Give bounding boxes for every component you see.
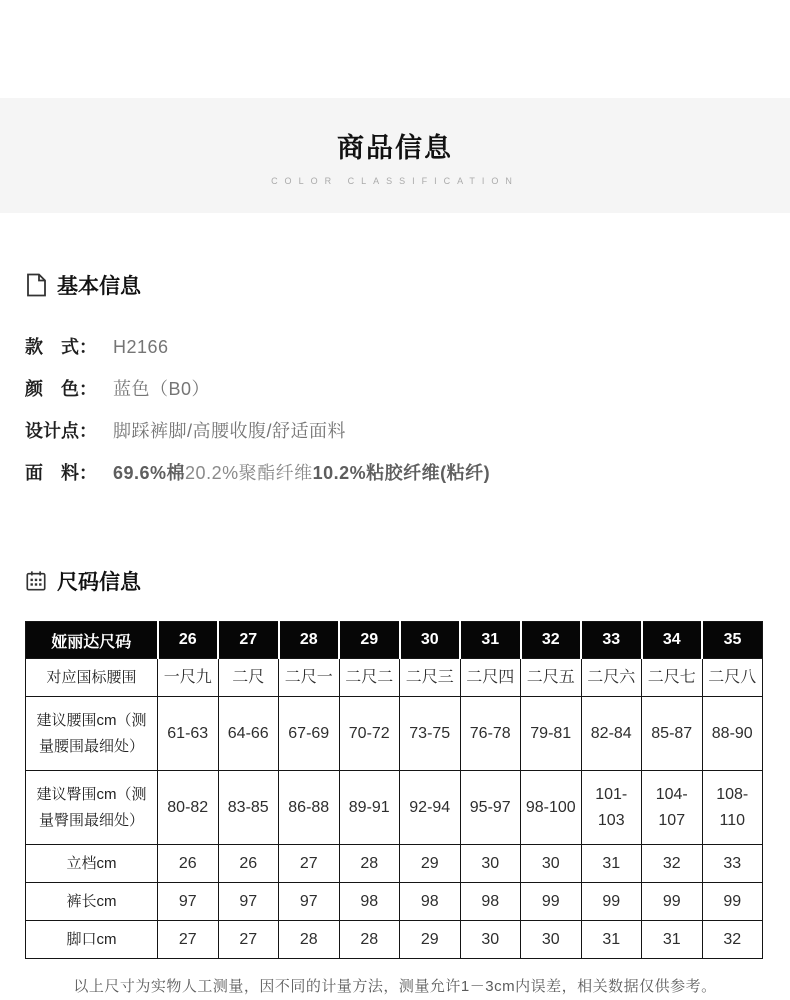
size-row-label: 脚口cm xyxy=(26,921,158,959)
size-cell: 97 xyxy=(218,883,279,921)
size-cell: 31 xyxy=(642,921,703,959)
size-cell: 99 xyxy=(581,883,642,921)
size-cell: 104-107 xyxy=(642,771,703,845)
size-cell: 31 xyxy=(581,845,642,883)
info-row xyxy=(25,410,765,452)
size-cell: 33 xyxy=(702,845,763,883)
size-cell: 28 xyxy=(339,845,400,883)
size-cell: 82-84 xyxy=(581,697,642,771)
size-cell: 80-82 xyxy=(158,771,219,845)
size-cell: 98 xyxy=(400,883,461,921)
size-cell: 26 xyxy=(218,845,279,883)
size-table-row xyxy=(26,845,763,883)
size-col-header: 娅丽达尺码 xyxy=(26,622,158,659)
page-subtitle: COLOR CLASSIFICATION xyxy=(271,175,519,186)
size-col-header: 27 xyxy=(218,622,279,659)
size-cell: 83-85 xyxy=(218,771,279,845)
info-value: 脚踩裤脚/高腰收腹/舒适面料 xyxy=(113,421,347,441)
size-table xyxy=(25,621,763,959)
info-value: 69.6%棉20.2%聚酯纤维10.2%粘胶纤维(粘纤) xyxy=(113,463,491,483)
size-cell: 64-66 xyxy=(218,697,279,771)
size-cell: 31 xyxy=(581,921,642,959)
size-cell: 二尺八 xyxy=(702,659,763,697)
section-title-size: 尺码信息 xyxy=(57,571,141,594)
size-note: 以上尺寸为实物人工测量，因不同的计量方法，测量允许1－3cm内误差，相关数据仅供参考。 xyxy=(73,978,717,995)
size-cell: 32 xyxy=(642,845,703,883)
size-cell: 30 xyxy=(460,845,521,883)
info-label: 颜 色： xyxy=(25,379,97,399)
size-cell: 70-72 xyxy=(339,697,400,771)
size-col-header: 29 xyxy=(339,622,400,659)
size-cell: 88-90 xyxy=(702,697,763,771)
size-cell: 二尺六 xyxy=(581,659,642,697)
size-cell: 99 xyxy=(642,883,703,921)
size-cell: 89-91 xyxy=(339,771,400,845)
basic-info-heading xyxy=(25,270,765,300)
size-cell: 98-100 xyxy=(521,771,582,845)
size-col-header: 35 xyxy=(702,622,763,659)
size-cell: 61-63 xyxy=(158,697,219,771)
size-cell: 67-69 xyxy=(279,697,340,771)
size-cell: 二尺四 xyxy=(460,659,521,697)
size-cell: 26 xyxy=(158,845,219,883)
size-cell: 97 xyxy=(279,883,340,921)
size-cell: 29 xyxy=(400,921,461,959)
size-cell: 29 xyxy=(400,845,461,883)
size-cell: 27 xyxy=(158,921,219,959)
size-cell: 二尺二 xyxy=(339,659,400,697)
size-cell: 二尺七 xyxy=(642,659,703,697)
page-title: 商品信息 xyxy=(337,132,453,163)
size-row-label: 对应国标腰围 xyxy=(26,659,158,697)
size-table-row xyxy=(26,659,763,697)
size-cell: 73-75 xyxy=(400,697,461,771)
size-cell: 79-81 xyxy=(521,697,582,771)
basic-info-section xyxy=(25,270,765,494)
size-cell: 28 xyxy=(339,921,400,959)
info-row xyxy=(25,326,765,368)
size-info-section xyxy=(25,566,765,996)
size-col-header: 33 xyxy=(581,622,642,659)
document-icon xyxy=(25,273,47,297)
size-cell: 108-110 xyxy=(702,771,763,845)
info-label: 面 料： xyxy=(25,463,97,483)
size-cell: 98 xyxy=(339,883,400,921)
size-cell: 28 xyxy=(279,921,340,959)
size-col-header: 26 xyxy=(158,622,219,659)
size-cell: 101-103 xyxy=(581,771,642,845)
size-row-label: 裤长cm xyxy=(26,883,158,921)
size-table-row xyxy=(26,883,763,921)
info-value: H2166 xyxy=(113,337,169,357)
size-cell: 97 xyxy=(158,883,219,921)
info-row xyxy=(25,452,765,494)
basic-info-rows xyxy=(25,326,765,494)
size-cell: 一尺九 xyxy=(158,659,219,697)
size-cell: 二尺 xyxy=(218,659,279,697)
info-label: 设计点： xyxy=(25,421,97,441)
size-table-row xyxy=(26,771,763,845)
size-cell: 76-78 xyxy=(460,697,521,771)
section-title-basic: 基本信息 xyxy=(57,275,141,298)
size-cell: 二尺三 xyxy=(400,659,461,697)
size-cell: 86-88 xyxy=(279,771,340,845)
size-col-header: 30 xyxy=(400,622,461,659)
size-cell: 99 xyxy=(521,883,582,921)
size-info-heading xyxy=(25,566,765,596)
size-cell: 27 xyxy=(279,845,340,883)
info-value: 蓝色（B0） xyxy=(113,379,211,399)
info-row xyxy=(25,368,765,410)
size-cell: 99 xyxy=(702,883,763,921)
size-table-header-row xyxy=(26,622,763,659)
info-label: 款 式： xyxy=(25,337,97,357)
size-cell: 85-87 xyxy=(642,697,703,771)
size-row-label: 立档cm xyxy=(26,845,158,883)
size-cell: 98 xyxy=(460,883,521,921)
size-cell: 92-94 xyxy=(400,771,461,845)
size-cell: 27 xyxy=(218,921,279,959)
size-chart-icon xyxy=(25,569,47,593)
size-table-row xyxy=(26,697,763,771)
size-col-header: 28 xyxy=(279,622,340,659)
size-cell: 30 xyxy=(460,921,521,959)
size-row-label: 建议臀围cm（测量臀围最细处） xyxy=(26,771,158,845)
banner xyxy=(0,98,790,213)
size-cell: 二尺一 xyxy=(279,659,340,697)
size-col-header: 32 xyxy=(521,622,582,659)
size-table-row xyxy=(26,921,763,959)
size-cell: 30 xyxy=(521,845,582,883)
size-col-header: 31 xyxy=(460,622,521,659)
size-cell: 32 xyxy=(702,921,763,959)
size-col-header: 34 xyxy=(642,622,703,659)
size-table-wrap xyxy=(25,621,765,959)
size-cell: 二尺五 xyxy=(521,659,582,697)
size-row-label: 建议腰围cm（测量腰围最细处） xyxy=(26,697,158,771)
size-cell: 30 xyxy=(521,921,582,959)
size-cell: 95-97 xyxy=(460,771,521,845)
